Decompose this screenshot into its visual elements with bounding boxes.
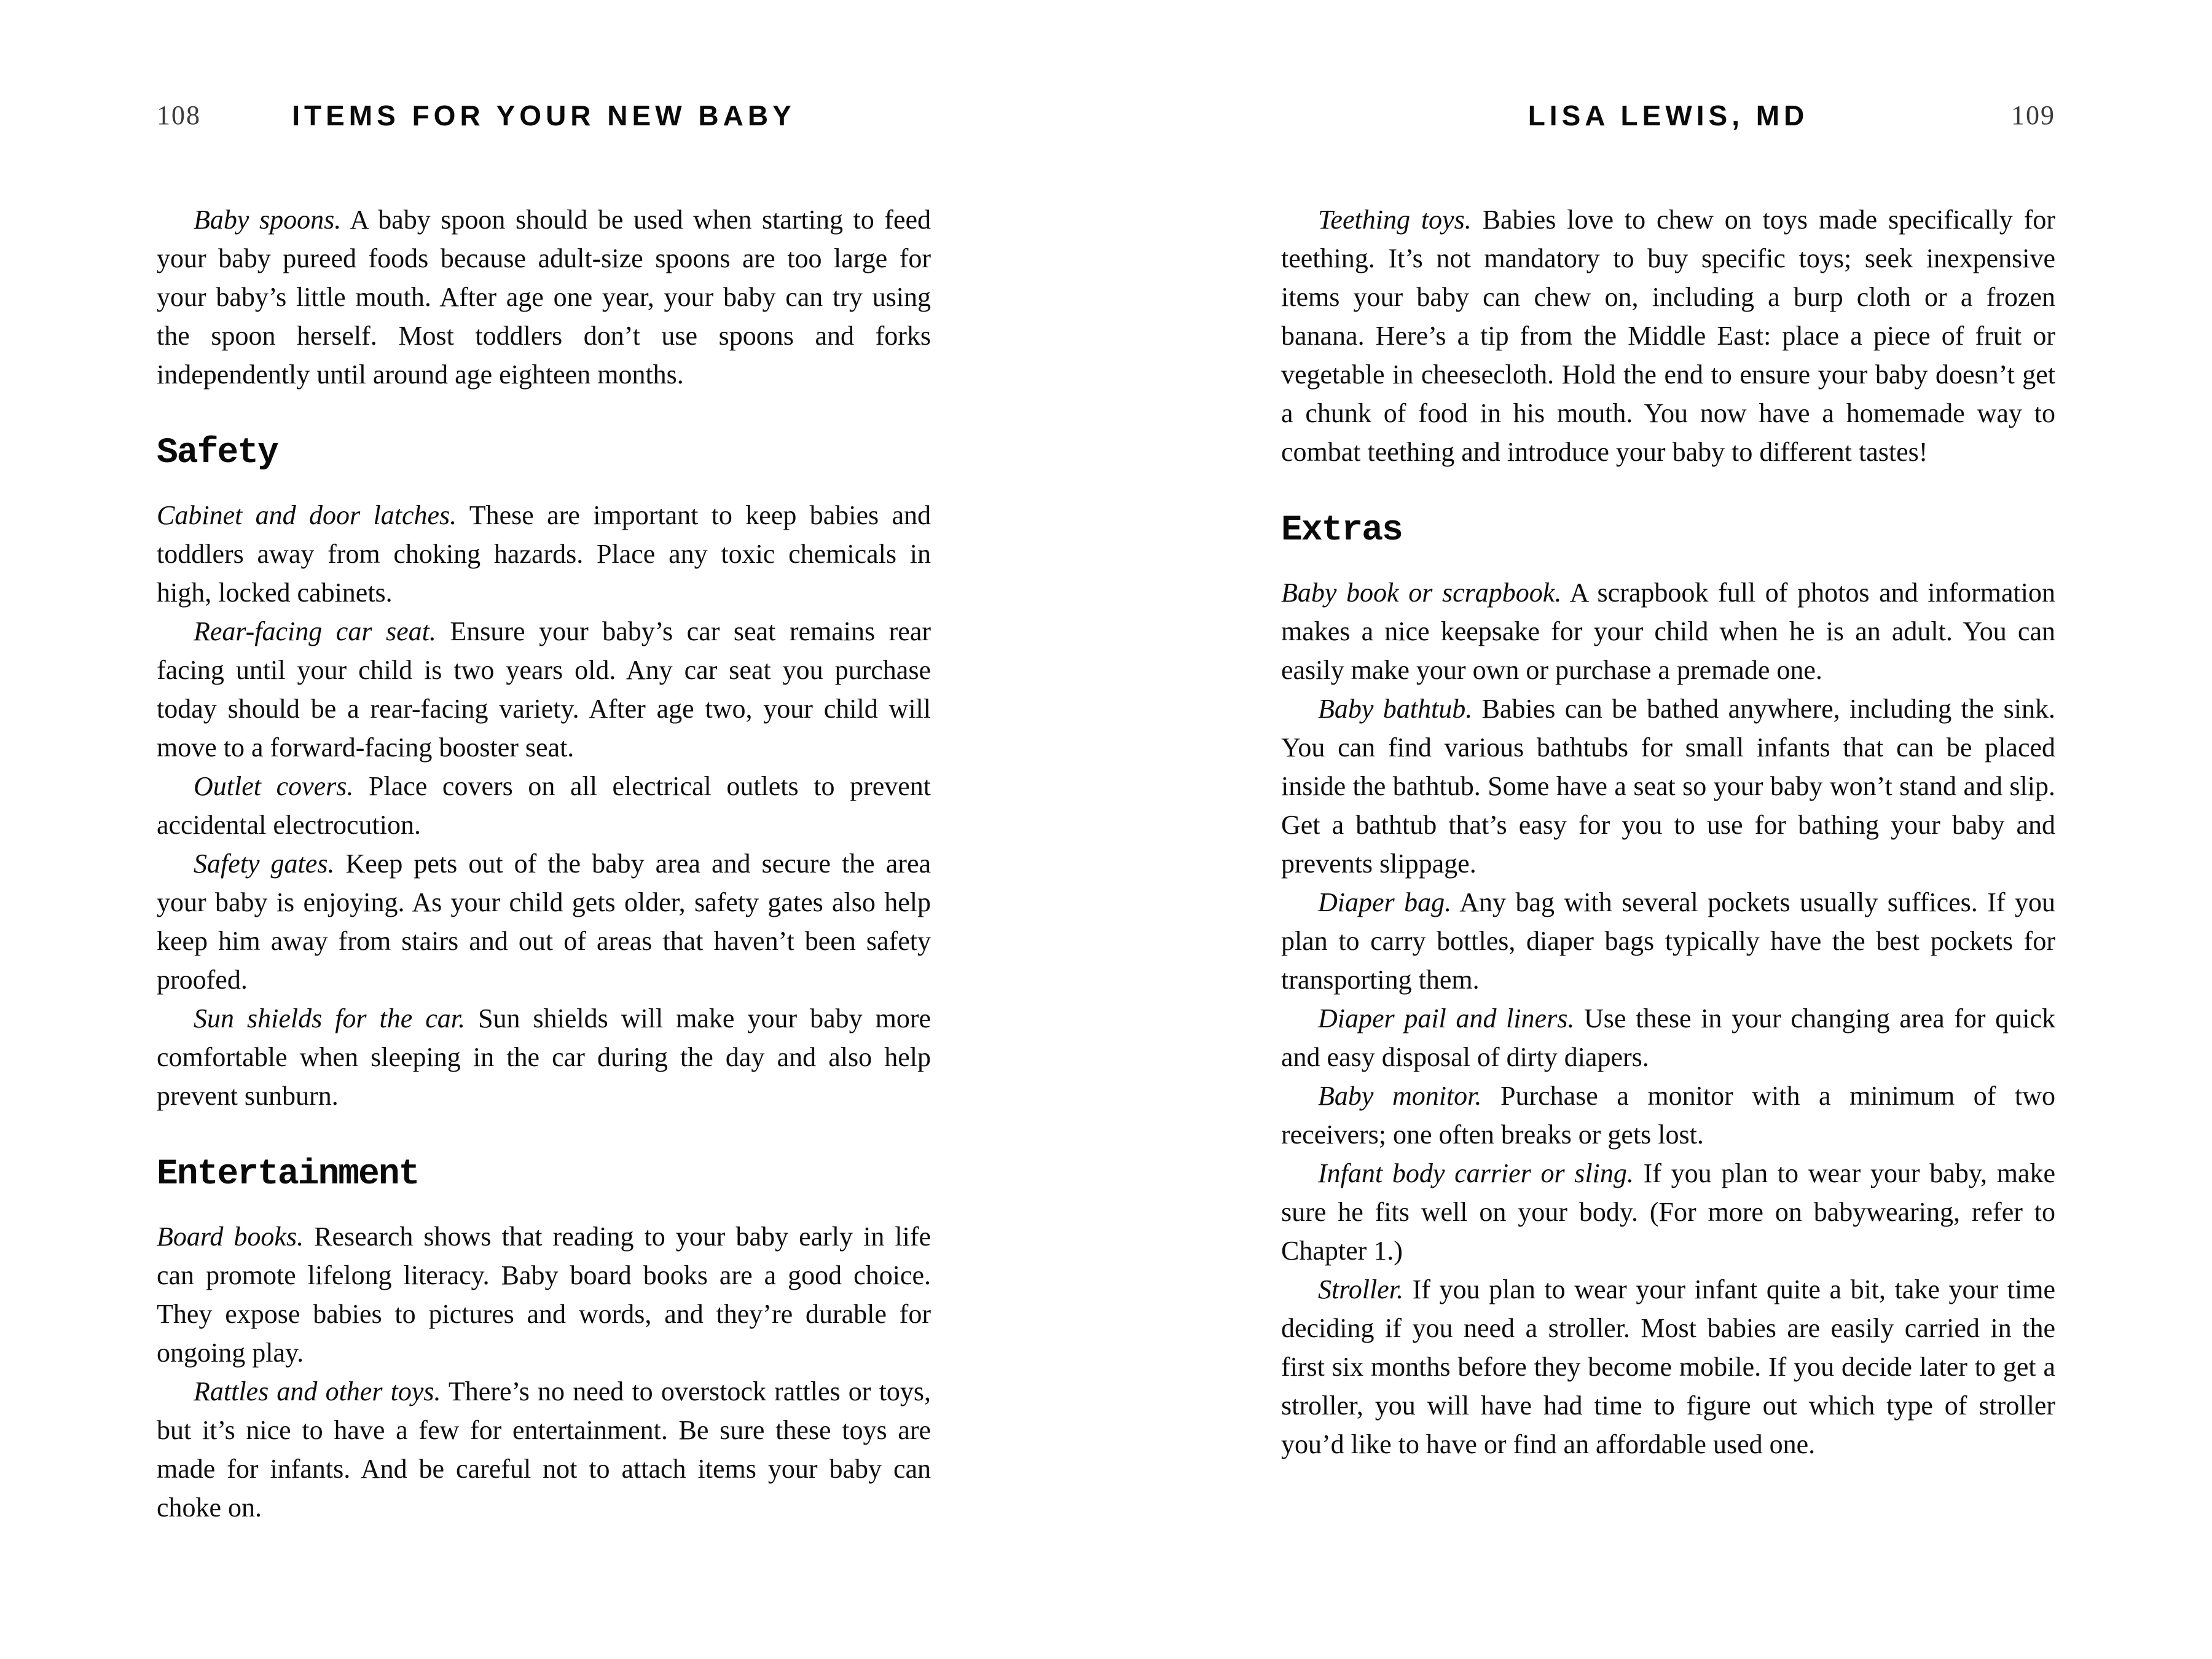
paragraph-text: Use these in your changing area for quick and easy disposal of dirty diapers. [1281, 1003, 2056, 1072]
paragraph [157, 1372, 931, 1527]
paragraph-lead-in: Baby book or scrapbook. [1281, 578, 1562, 608]
paragraph-lead-in: Cabinet and door latches. [157, 500, 457, 530]
section-heading: Entertainment [157, 1155, 419, 1194]
paragraph [1281, 1154, 2055, 1270]
paragraph-text: Research shows that reading to your baby early in life can promote lifelong literacy. Baby board books are a good choice. They expose babies to pictures and words, and they’re durable for ongoing play. [157, 1222, 931, 1368]
paragraph-text: Ensure your baby’s car seat remains rear facing until your child is two years old. Any car seat you purchase today should be a rear-facing variety. After age two, your child will move to a forward-facing booster seat. [157, 616, 931, 763]
paragraph [157, 767, 931, 844]
paragraph-lead-in: Safety gates. [194, 849, 335, 879]
paragraph-lead-in: Baby monitor. [1318, 1081, 1482, 1111]
paragraph-text: Any bag with several pockets usually suffices. If you plan to carry bottles, diaper bags typically have the best pockets for transporting them. [1281, 887, 2056, 995]
paragraph-lead-in: Rattles and other toys. [194, 1376, 441, 1406]
text-column-right [1281, 98, 2055, 1464]
section-heading: Extras [1281, 511, 1402, 551]
paragraph-lead-in: Diaper pail and liners. [1318, 1003, 1575, 1033]
paragraph [1281, 200, 2055, 471]
paragraph-lead-in: Diaper bag. [1318, 887, 1452, 917]
page-header-right [1281, 98, 2055, 133]
paragraph-text: A baby spoon should be used when starting to feed your baby pureed foods because adult-size spoons are too large for your baby’s little mouth. After age one year, your baby can try using the spoon herself. Most toddlers don’t use spoons and forks independently until around age eighteen months. [157, 205, 931, 390]
paragraph [1281, 1270, 2055, 1464]
paragraph-text: Place covers on all electrical outlets to prevent accidental electrocution. [157, 771, 931, 840]
text-column-left [157, 98, 931, 1527]
paragraph-text: If you plan to wear your baby, make sure he fits well on your body. (For more on babywearing, refer to Chapter 1.) [1281, 1158, 2055, 1266]
paragraph [157, 612, 931, 767]
paragraph [157, 1217, 931, 1372]
paragraph-text: Babies can be bathed anywhere, including the sink. You can find various bathtubs for small infants that can be placed inside the bathtub. Some have a seat so your baby won’t stand and slip. Get a bathtub that’s easy for you to use for bathing your baby and prevents slippage. [1281, 694, 2056, 879]
paragraph-text: If you plan to wear your infant quite a bit, take your time deciding if you need a stroller. Most babies are easily carried in the first six months before they become mobile. If you decide later to get a stroller, you will have had time to figure out which type of stroller you’d like to have or find an affordable used one. [1281, 1274, 2055, 1459]
paragraph-lead-in: Rear-facing car seat. [194, 616, 436, 646]
running-head-left: ITEMS FOR YOUR NEW BABY [292, 100, 796, 131]
paragraph-text: A scrapbook full of photos and information makes a nice keepsake for your child when he is an adult. You can easily make your own or purchase a premade one. [1281, 578, 2056, 685]
paragraph [157, 496, 931, 612]
paragraph [1281, 573, 2055, 689]
paragraph-lead-in: Teething toys. [1318, 205, 1472, 235]
paragraph-lead-in: Sun shields for the car. [194, 1003, 466, 1033]
paragraph-lead-in: Infant body carrier or sling. [1318, 1158, 1634, 1188]
paragraph [157, 200, 931, 394]
paragraph-text: These are important to keep babies and toddlers away from choking hazards. Place any toxic chemicals in high, locked cabinets. [157, 500, 931, 608]
page-right [1106, 0, 2212, 1659]
page-body-right [1281, 200, 2055, 1464]
section-heading: Safety [157, 433, 278, 473]
paragraph [1281, 689, 2055, 883]
paragraph-lead-in: Stroller. [1318, 1274, 1403, 1304]
paragraph-text: Sun shields will make your baby more comfortable when sleeping in the car during the day and also help prevent sunburn. [157, 1003, 931, 1111]
paragraph [157, 844, 931, 999]
paragraph-text: Purchase a monitor with a minimum of two receivers; one often breaks or gets lost. [1281, 1081, 2055, 1150]
paragraph [1281, 883, 2055, 999]
paragraph-lead-in: Board books. [157, 1222, 304, 1252]
paragraph-text: Babies love to chew on toys made specifically for teething. It’s not mandatory to buy specific toys; seek inexpensive items your baby can chew on, including a burp cloth or a frozen banana. Here’s a tip from the Middle East: place a piece of fruit or vegetable in cheesecloth. Hold the end to ensure your baby doesn’t get a chunk of food in his mouth. You now have a homemade way to combat teething and introduce your baby to different tastes! [1281, 205, 2056, 467]
paragraph-lead-in: Outlet covers. [194, 771, 354, 801]
running-head-right: LISA LEWIS, MD [1528, 100, 1809, 131]
page-header-left [157, 98, 931, 133]
paragraph-text: Keep pets out of the baby area and secure the area your baby is enjoying. As your child gets older, safety gates also help keep him away from stairs and out of areas that haven’t been safety proofed. [157, 849, 931, 995]
paragraph-text: There’s no need to overstock rattles or toys, but it’s nice to have a few for entertainment. Be sure these toys are made for infants. And be careful not to attach items your baby can choke on. [157, 1376, 931, 1523]
page-number-right: 109 [2011, 100, 2055, 130]
paragraph [1281, 1077, 2055, 1154]
page-number-left: 108 [157, 100, 201, 130]
paragraph [1281, 999, 2055, 1077]
page-body-left [157, 200, 931, 1527]
paragraph-lead-in: Baby bathtub. [1318, 694, 1473, 724]
paragraph-lead-in: Baby spoons. [194, 205, 342, 235]
paragraph [157, 999, 931, 1115]
